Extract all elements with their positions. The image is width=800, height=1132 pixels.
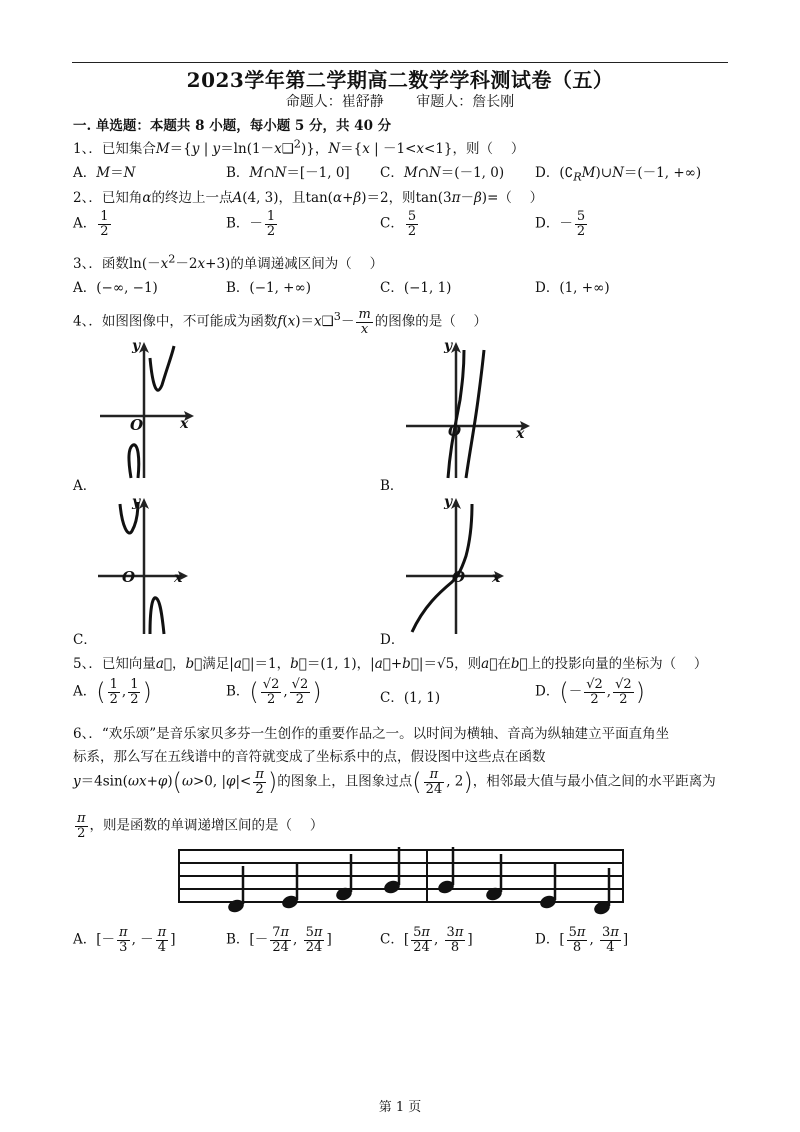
q4-graph-b: y x O [404,340,534,480]
q4-option-c: C． [73,632,97,648]
q3-option-d: D．(1, +∞) [535,280,610,296]
q2-option-d: D．－ $\frac{5}{2}$ [535,209,586,239]
q1-option-d: D．$(∁_RM)\cup N=(-1$, +∞) [535,165,702,184]
q2-option-a: A． $\frac{1}{2}$ [73,209,109,239]
q4-option-d: D． [380,632,405,648]
q6-option-a: A．[－ $\frac{\pi}{3}$ , － $\frac{\pi}{4}$ ] [73,925,176,955]
q3-option-c: C．(−1, 1) [380,280,452,296]
q6-option-d: D．[ $\frac{5\pi}{8}$ , $\frac{3\pi}{4}$ ] [535,925,629,955]
question-6-line-3: y＝4sin(ωx+φ)(ω>0, |φ|< $\frac{\pi}{2}$ )的图象上，且图象过点( $\frac{\pi}{24}$ , 2)，相邻最大值与最小值之间的水平距离为 [73,767,716,797]
header-rule [72,62,728,63]
page-number: 第 1 页 [378,1100,422,1115]
q5-option-b: B．( $\frac{√2}{2}$ , $\frac{√2}{2}$ ) [226,677,322,707]
setter: 命题人：崔舒静 [285,94,384,110]
question-3: 3、．函数$\ln(-x^2-2x+3)$的单调递减区间为（ ） [73,252,384,272]
q5-option-c: C．(1, 1) [380,690,441,706]
q5-option-d: D．(－ $\frac{√2}{2}$ , $\frac{√2}{2}$ ) [535,677,645,707]
q5-option-a: A．( $\frac{1}{2}$ , $\frac{1}{2}$ ) [73,677,152,707]
q2-option-c: C． $\frac{5}{2}$ [380,209,417,239]
question-5: 5、．已知向量a⃗，b⃗满足|a⃗|＝1，b⃗＝(1, 1)，|a⃗+b⃗|＝√5，则a⃗在b⃗上的投影向量的坐标为（ ） [73,656,708,672]
authors-line [0,91,800,111]
q3-option-b: B．(−1, +∞) [226,280,311,296]
section-heading: 一. 单选题：本题共 8 小题，每小题 5 分，共 40 分 [73,118,392,134]
question-6-line-1: 6、．“欢乐颂”是音乐家贝多芬一生创作的重要作品之一。以时间为横轴、音高为纵轴建立平面直角坐 [73,726,670,742]
question-1: 1、．已知集合M＝{y | y＝ln(1－x❑$^2$)}，N＝{x | －1<x<1}，则（ ） [73,137,525,157]
question-6-line-4: $\frac{\pi}{2}$ ，则是函数的单调递增区间的是（ ） [77,811,324,841]
q1-option-a: A．M＝N [73,165,136,181]
q2-option-b: B．－ $\frac{1}{2}$ [226,209,276,239]
question-4: 4、．如图图像中，不可能成为函数f(x)＝x❑$^3$－ $\frac{m}{x}$ 的图像的是（ ） [73,307,488,337]
q3-option-a: A．(−∞, −1) [73,280,158,296]
q4-option-a: A． [73,478,97,494]
q4-option-b: B． [380,478,404,494]
music-staff [178,846,626,922]
q1-option-b: B．M∩N＝[－1, 0] [226,165,350,181]
reviewer: 审题人：詹长刚 [416,94,515,110]
q4-graph-d: y x O [404,496,514,636]
q4-graph-a: y x O [98,340,198,480]
q1-option-c: C．M∩N＝(－1, 0) [380,165,505,181]
exam-title: 2023学年第二学期高二数学学科测试卷（五） [186,68,614,92]
q4-graph-c: y x O [96,496,196,636]
question-6-line-2: 标系，那么写在五线谱中的音符就变成了坐标系中的点，假设图中这些点在函数 [73,749,546,765]
q6-option-b: B．[－ $\frac{7\pi}{24}$ , $\frac{5\pi}{24}$ ] [226,925,332,955]
q6-option-c: C．[ $\frac{5\pi}{24}$ , $\frac{3\pi}{8}$ ] [380,925,473,955]
question-2: 2、．已知角α的终边上一点A(4, 3)，且tan(α+β)＝2，则tan(3π－β)=（ ） [73,190,544,206]
